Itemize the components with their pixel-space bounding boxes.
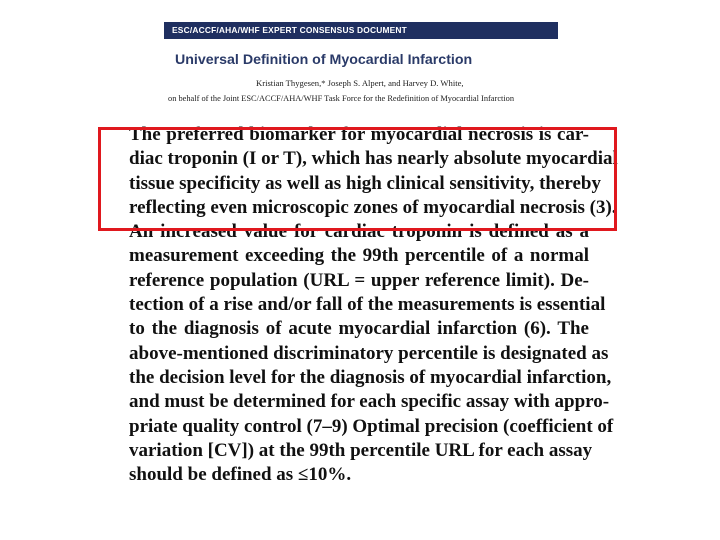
body-line: variation [CV]) at the 99th percentile URL for each assay [129, 439, 593, 461]
body-line: reflecting even microscopic zones of myocardial necrosis (3). [129, 196, 617, 218]
body-line: priate quality control (7–9) Optimal precision (coefficient of [129, 415, 614, 437]
document-type-banner: ESC/ACCF/AHA/WHF EXPERT CONSENSUS DOCUMENT [164, 22, 558, 39]
author-line: Kristian Thygesen,* Joseph S. Alpert, and Harvey D. White, [256, 78, 464, 88]
affiliation-line: on behalf of the Joint ESC/ACCF/AHA/WHF Task Force for the Redefinition of Myocardial Infarction [168, 94, 515, 103]
body-line: measurement exceeding the 99th percentile of a normal [129, 245, 589, 267]
body-line: and must be determined for each specific assay with appro- [129, 391, 610, 413]
body-line: reference population (URL = upper reference limit). De- [129, 269, 589, 291]
body-line: diac troponin (I or T), which has nearly absolute myocardial [129, 148, 618, 170]
body-line: the decision level for the diagnosis of myocardial infarction, [129, 366, 612, 388]
body-line: to the diagnosis of acute myocardial infarction (6). The [129, 318, 589, 340]
highlight-box [98, 127, 617, 231]
body-line: should be defined as ≤10%. [129, 464, 352, 486]
body-line: tection of a rise and/or fall of the measurements is essential [129, 294, 606, 316]
body-line: The preferred biomarker for myocardial necrosis is car- [129, 124, 589, 145]
body-line: tissue specificity as well as high clinical sensitivity, thereby [129, 172, 602, 194]
body-line: An increased value for cardiac troponin is defined as a [129, 221, 589, 243]
document-title: Universal Definition of Myocardial Infarction [175, 52, 473, 68]
body-line: above-mentioned discriminatory percentile is designated as [129, 342, 609, 364]
